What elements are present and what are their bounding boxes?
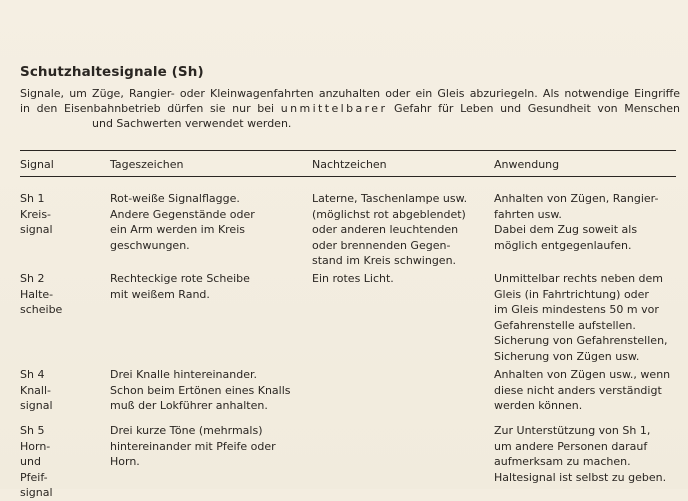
section-title: Schutzhaltesignale (Sh) xyxy=(20,64,204,80)
intro-paragraph xyxy=(20,86,680,131)
row-sh1-anwendung: Anhalten von Zügen, Rangier- fahrten usw. Dabei dem Zug soweit als möglich entgegenlaufen. xyxy=(494,192,659,252)
row-sh4-signal: Sh 4 Knall- signal xyxy=(20,368,53,412)
table-header-rule xyxy=(20,176,676,177)
intro-emphasis: unmittelbarer xyxy=(280,102,388,115)
intro-line-3: und Sachwerten verwendet werden. xyxy=(92,117,292,130)
row-sh5-signal: Sh 5 Horn- und Pfeif- signal xyxy=(20,424,53,499)
table-top-rule xyxy=(20,150,676,151)
header-signal: Signal xyxy=(20,158,54,171)
row-sh4-anwendung: Anhalten von Zügen usw., wenn diese nicht anders verständigt werden können. xyxy=(494,368,671,412)
intro-line-1: Signale, um Züge, Rangier- oder Kleinwagenfahrten anzuhalten oder ein Gleis abzuriegeln. Als notwendige Eingriffe xyxy=(20,87,680,100)
row-sh1-tageszeichen: Rot-weiße Signalflagge. Andere Gegenstände oder ein Arm werden im Kreis geschwungen. xyxy=(110,192,255,252)
row-sh2-signal: Sh 2 Halte- scheibe xyxy=(20,272,63,316)
header-nachtzeichen: Nachtzeichen xyxy=(312,158,387,171)
header-tageszeichen: Tageszeichen xyxy=(110,158,184,171)
row-sh4-tageszeichen: Drei Knalle hintereinander. Schon beim Ertönen eines Knalls muß der Lokführer anhalten. xyxy=(110,368,291,412)
row-sh2-anwendung: Unmittelbar rechts neben dem Gleis (in Fahrtrichtung) oder im Gleis mindestens 50 m vor Gefahrenstelle aufstellen. Sicherung von Gefahrenstellen, Sicherung von Zügen usw. xyxy=(494,272,668,363)
intro-line-2-end: Gefahr für Leben und Gesundheit von Menschen xyxy=(394,102,681,115)
row-sh5-anwendung: Zur Unterstützung von Sh 1, um andere Personen darauf aufmerksam zu machen. Haltesignal ist selbst zu geben. xyxy=(494,424,667,484)
row-sh2-nachtzeichen: Ein rotes Licht. xyxy=(312,272,394,285)
row-sh1-signal: Sh 1 Kreis- signal xyxy=(20,192,53,236)
row-sh5-tageszeichen: Drei kurze Töne (mehrmals) hintereinander mit Pfeife oder Horn. xyxy=(110,424,276,468)
row-sh1-nachtzeichen: Laterne, Taschenlampe usw. (möglichst rot abgeblendet) oder anderen leuchtenden oder brennenden Gegen- stand im Kreis schwingen. xyxy=(312,192,468,267)
intro-line-2-start: in den Eisenbahnbetrieb dürfen sie nur bei xyxy=(20,102,275,115)
row-sh2-tageszeichen: Rechteckige rote Scheibe mit weißem Rand. xyxy=(110,272,250,301)
header-anwendung: Anwendung xyxy=(494,158,560,171)
intro-line-2 xyxy=(20,101,680,116)
